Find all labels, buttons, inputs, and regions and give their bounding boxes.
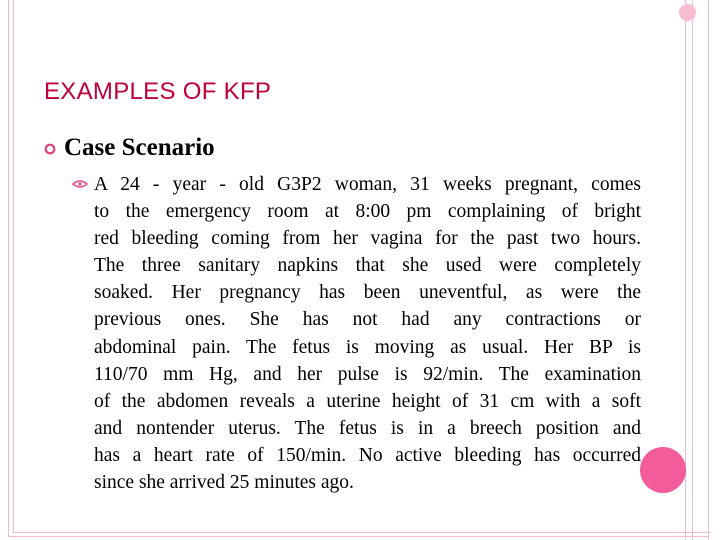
- paragraph-line: A 24 - year - old G3P2 woman, 31 weeks pregnant, comes: [94, 174, 641, 195]
- frame-line-right: [685, 0, 686, 540]
- paragraph-line: abdominal pain. The fetus is moving as usual. Her BP is: [94, 336, 641, 358]
- slide-title: EXAMPLES OF KFP: [44, 78, 272, 105]
- paragraph-line: to the emergency room at 8:00 pm complaining of bright: [94, 201, 641, 223]
- paragraph-line: 110/70 mm Hg, and her pulse is 92/min. The examination: [94, 363, 641, 385]
- paragraph-line: has a heart rate of 150/min. No active bleeding has occurred: [94, 444, 641, 466]
- frame-line-right: [708, 0, 709, 540]
- eye-shape-bullet-icon: [72, 179, 88, 189]
- decorative-dot-large: [640, 447, 686, 493]
- paragraph-line: and nontender uterus. The fetus is in a breech position and: [94, 417, 641, 439]
- frame-line-right: [692, 0, 693, 540]
- paragraph-line: soaked. Her pregnancy has been uneventful, as were the: [94, 282, 641, 304]
- paragraph-line: since she arrived 25 minutes ago.: [94, 472, 354, 494]
- paragraph-line: red bleeding coming from her vagina for the past two hours.: [94, 228, 641, 250]
- bullet-level1: [44, 134, 215, 162]
- decorative-dot-small: [679, 4, 696, 21]
- paragraph-line: The three sanitary napkins that she used were completely: [94, 255, 641, 277]
- hollow-circle-bullet-icon: [44, 143, 56, 155]
- case-scenario-paragraph: [94, 171, 641, 496]
- paragraph-line: previous ones. She has not had any contractions or: [94, 309, 641, 331]
- paragraph-line: of the abdomen reveals a uterine height of 31 cm with a soft: [94, 390, 641, 412]
- section-heading: Case Scenario: [64, 134, 215, 161]
